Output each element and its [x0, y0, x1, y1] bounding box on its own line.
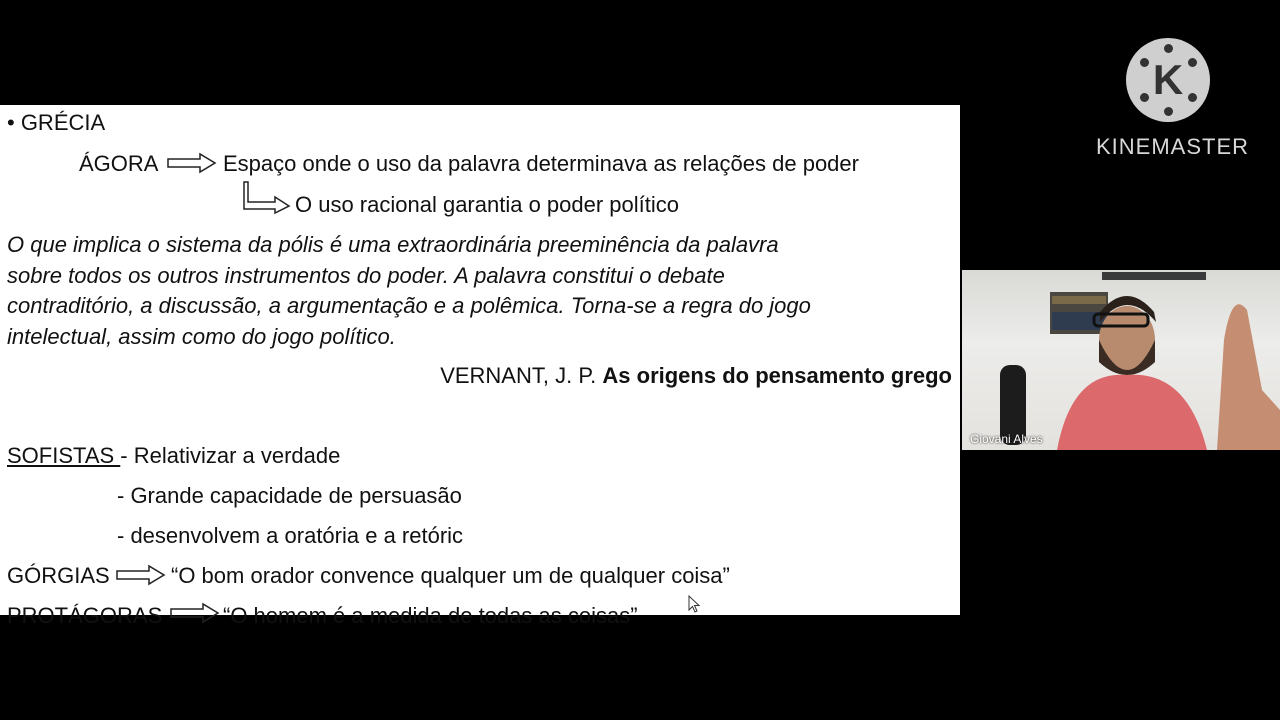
protagoras-label: PROTÁGORAS — [7, 603, 163, 628]
gorgias-label: GÓRGIAS — [7, 563, 110, 588]
sofistas-item: - Grande capacidade de persuasão — [117, 483, 462, 508]
protagoras-quote: “O homem é a medida de todas as coisas” — [223, 603, 638, 628]
kinemaster-logo-icon — [1126, 38, 1210, 122]
bent-arrow-icon — [242, 180, 292, 214]
presentation-slide — [0, 105, 960, 628]
presenter-video — [962, 270, 1280, 450]
sofistas-item: - desenvolvem a oratória e a retóric — [117, 523, 464, 548]
slide-heading: • GRÉCIA — [7, 110, 106, 135]
right-arrow-icon — [169, 601, 221, 625]
gorgias-quote: “O bom orador convence qualquer um de qualquer coisa” — [171, 563, 730, 588]
participant-name: Giovani Alves — [970, 432, 1043, 446]
sofistas-item: - Relativizar a verdade — [120, 443, 341, 468]
citation-title: As origens do pensamento grego — [602, 363, 952, 388]
sofistas-row — [7, 443, 340, 469]
right-arrow-icon — [166, 151, 218, 175]
webcam-feed — [962, 270, 1280, 450]
right-arrow-icon — [115, 563, 167, 587]
kinemaster-logo — [1096, 36, 1250, 166]
agora-label: ÁGORA — [79, 151, 159, 176]
mouse-cursor-icon — [688, 595, 702, 615]
sofistas-label: SOFISTAS — [7, 443, 121, 468]
agora-text: Espaço onde o uso da palavra determinava as relações de poder — [223, 151, 859, 176]
citation-author: VERNANT, J. P. — [440, 363, 603, 388]
vernant-quote — [7, 230, 952, 352]
quote-line: O que implica o sistema da pólis é uma extraordinária preeminência da palavra — [7, 232, 779, 257]
quote-line: contraditório, a discussão, a argumentação e a polêmica. Torna-se a regra do jogo — [7, 293, 811, 318]
agora-sub: O uso racional garantia o poder político — [295, 192, 680, 217]
kinemaster-wordmark: KINEMASTER — [1096, 134, 1250, 159]
citation — [440, 363, 952, 389]
quote-line: intelectual, assim como do jogo político. — [7, 323, 396, 349]
logo-letter: K — [1152, 56, 1184, 103]
quote-line: sobre todos os outros instrumentos do poder. A palavra constitui o debate — [7, 262, 725, 288]
